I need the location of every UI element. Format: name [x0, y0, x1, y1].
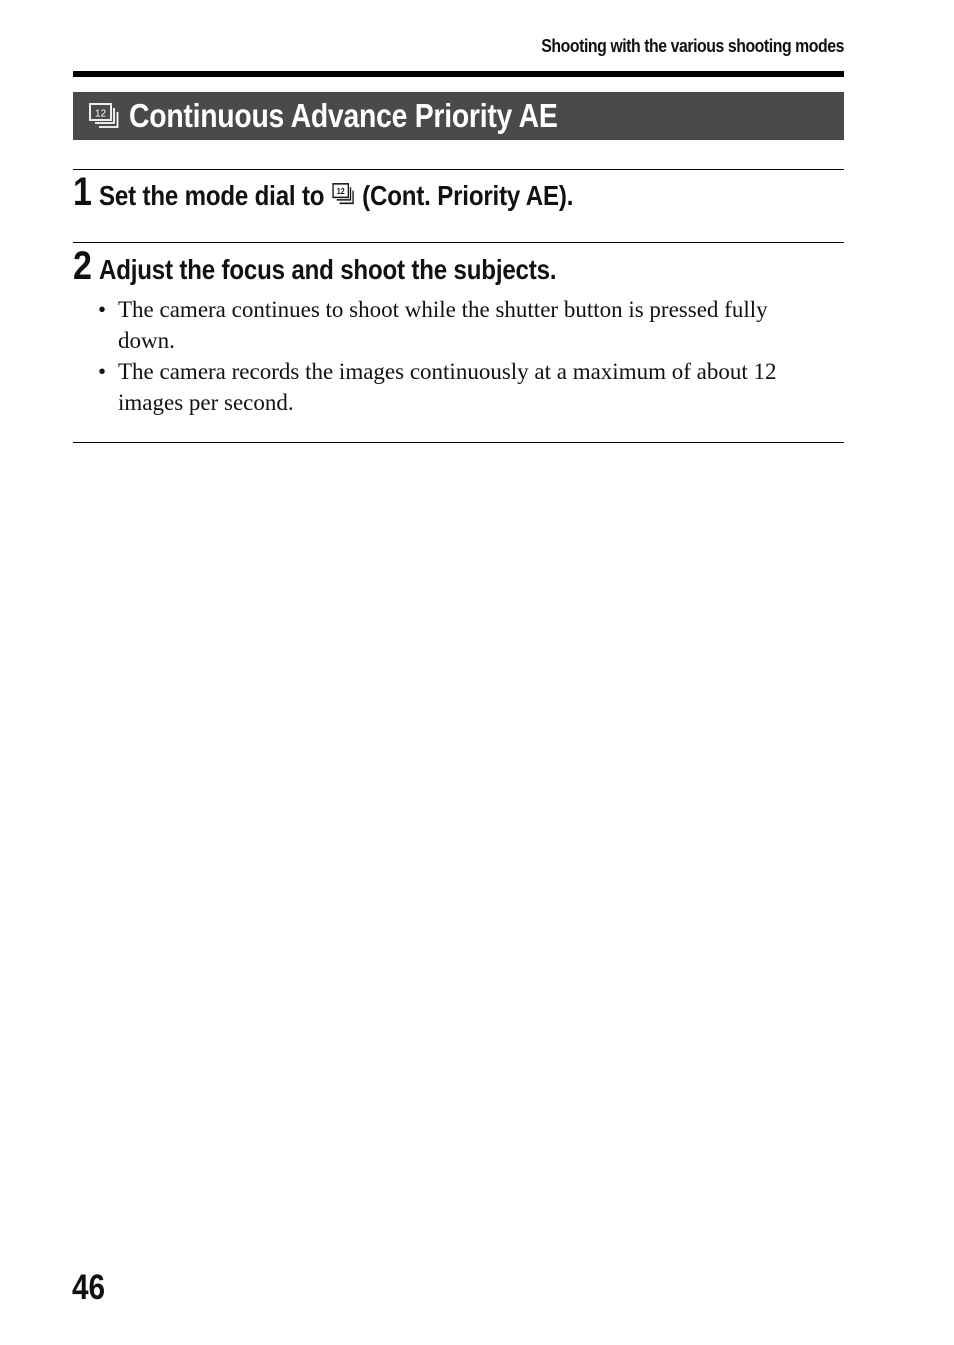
icon-label: 12	[336, 186, 345, 197]
top-rule	[73, 71, 844, 77]
step-number: 2	[73, 244, 92, 288]
step-text-before: Set the mode dial to	[99, 180, 325, 211]
step-number: 1	[73, 170, 92, 214]
continuous-priority-ae-icon	[331, 183, 355, 205]
step-text	[99, 180, 573, 212]
step-text-after: (Cont. Priority AE).	[362, 180, 574, 211]
step-divider-2	[73, 242, 844, 243]
list-item	[98, 294, 818, 356]
icon-label: 12	[94, 108, 107, 120]
section-title: Continuous Advance Priority AE	[129, 97, 558, 134]
page-number: 46	[72, 1268, 106, 1307]
list-item	[98, 356, 818, 418]
section-title-bar	[73, 92, 844, 140]
list-item-text: The camera records the images continuously at a maximum of about 12 images per second.	[118, 359, 777, 415]
list-item-text: The camera continues to shoot while the shutter button is pressed fully down.	[118, 297, 768, 353]
section-end-rule	[73, 442, 844, 443]
bullet-marker: •	[98, 297, 107, 322]
step-2-notes	[98, 294, 818, 418]
step-1	[73, 170, 650, 215]
step-text: Adjust the focus and shoot the subjects.	[99, 254, 557, 285]
continuous-priority-ae-icon	[89, 103, 119, 129]
running-header: Shooting with the various shooting modes	[541, 36, 844, 56]
step-2	[73, 244, 631, 289]
bullet-marker: •	[98, 359, 107, 384]
